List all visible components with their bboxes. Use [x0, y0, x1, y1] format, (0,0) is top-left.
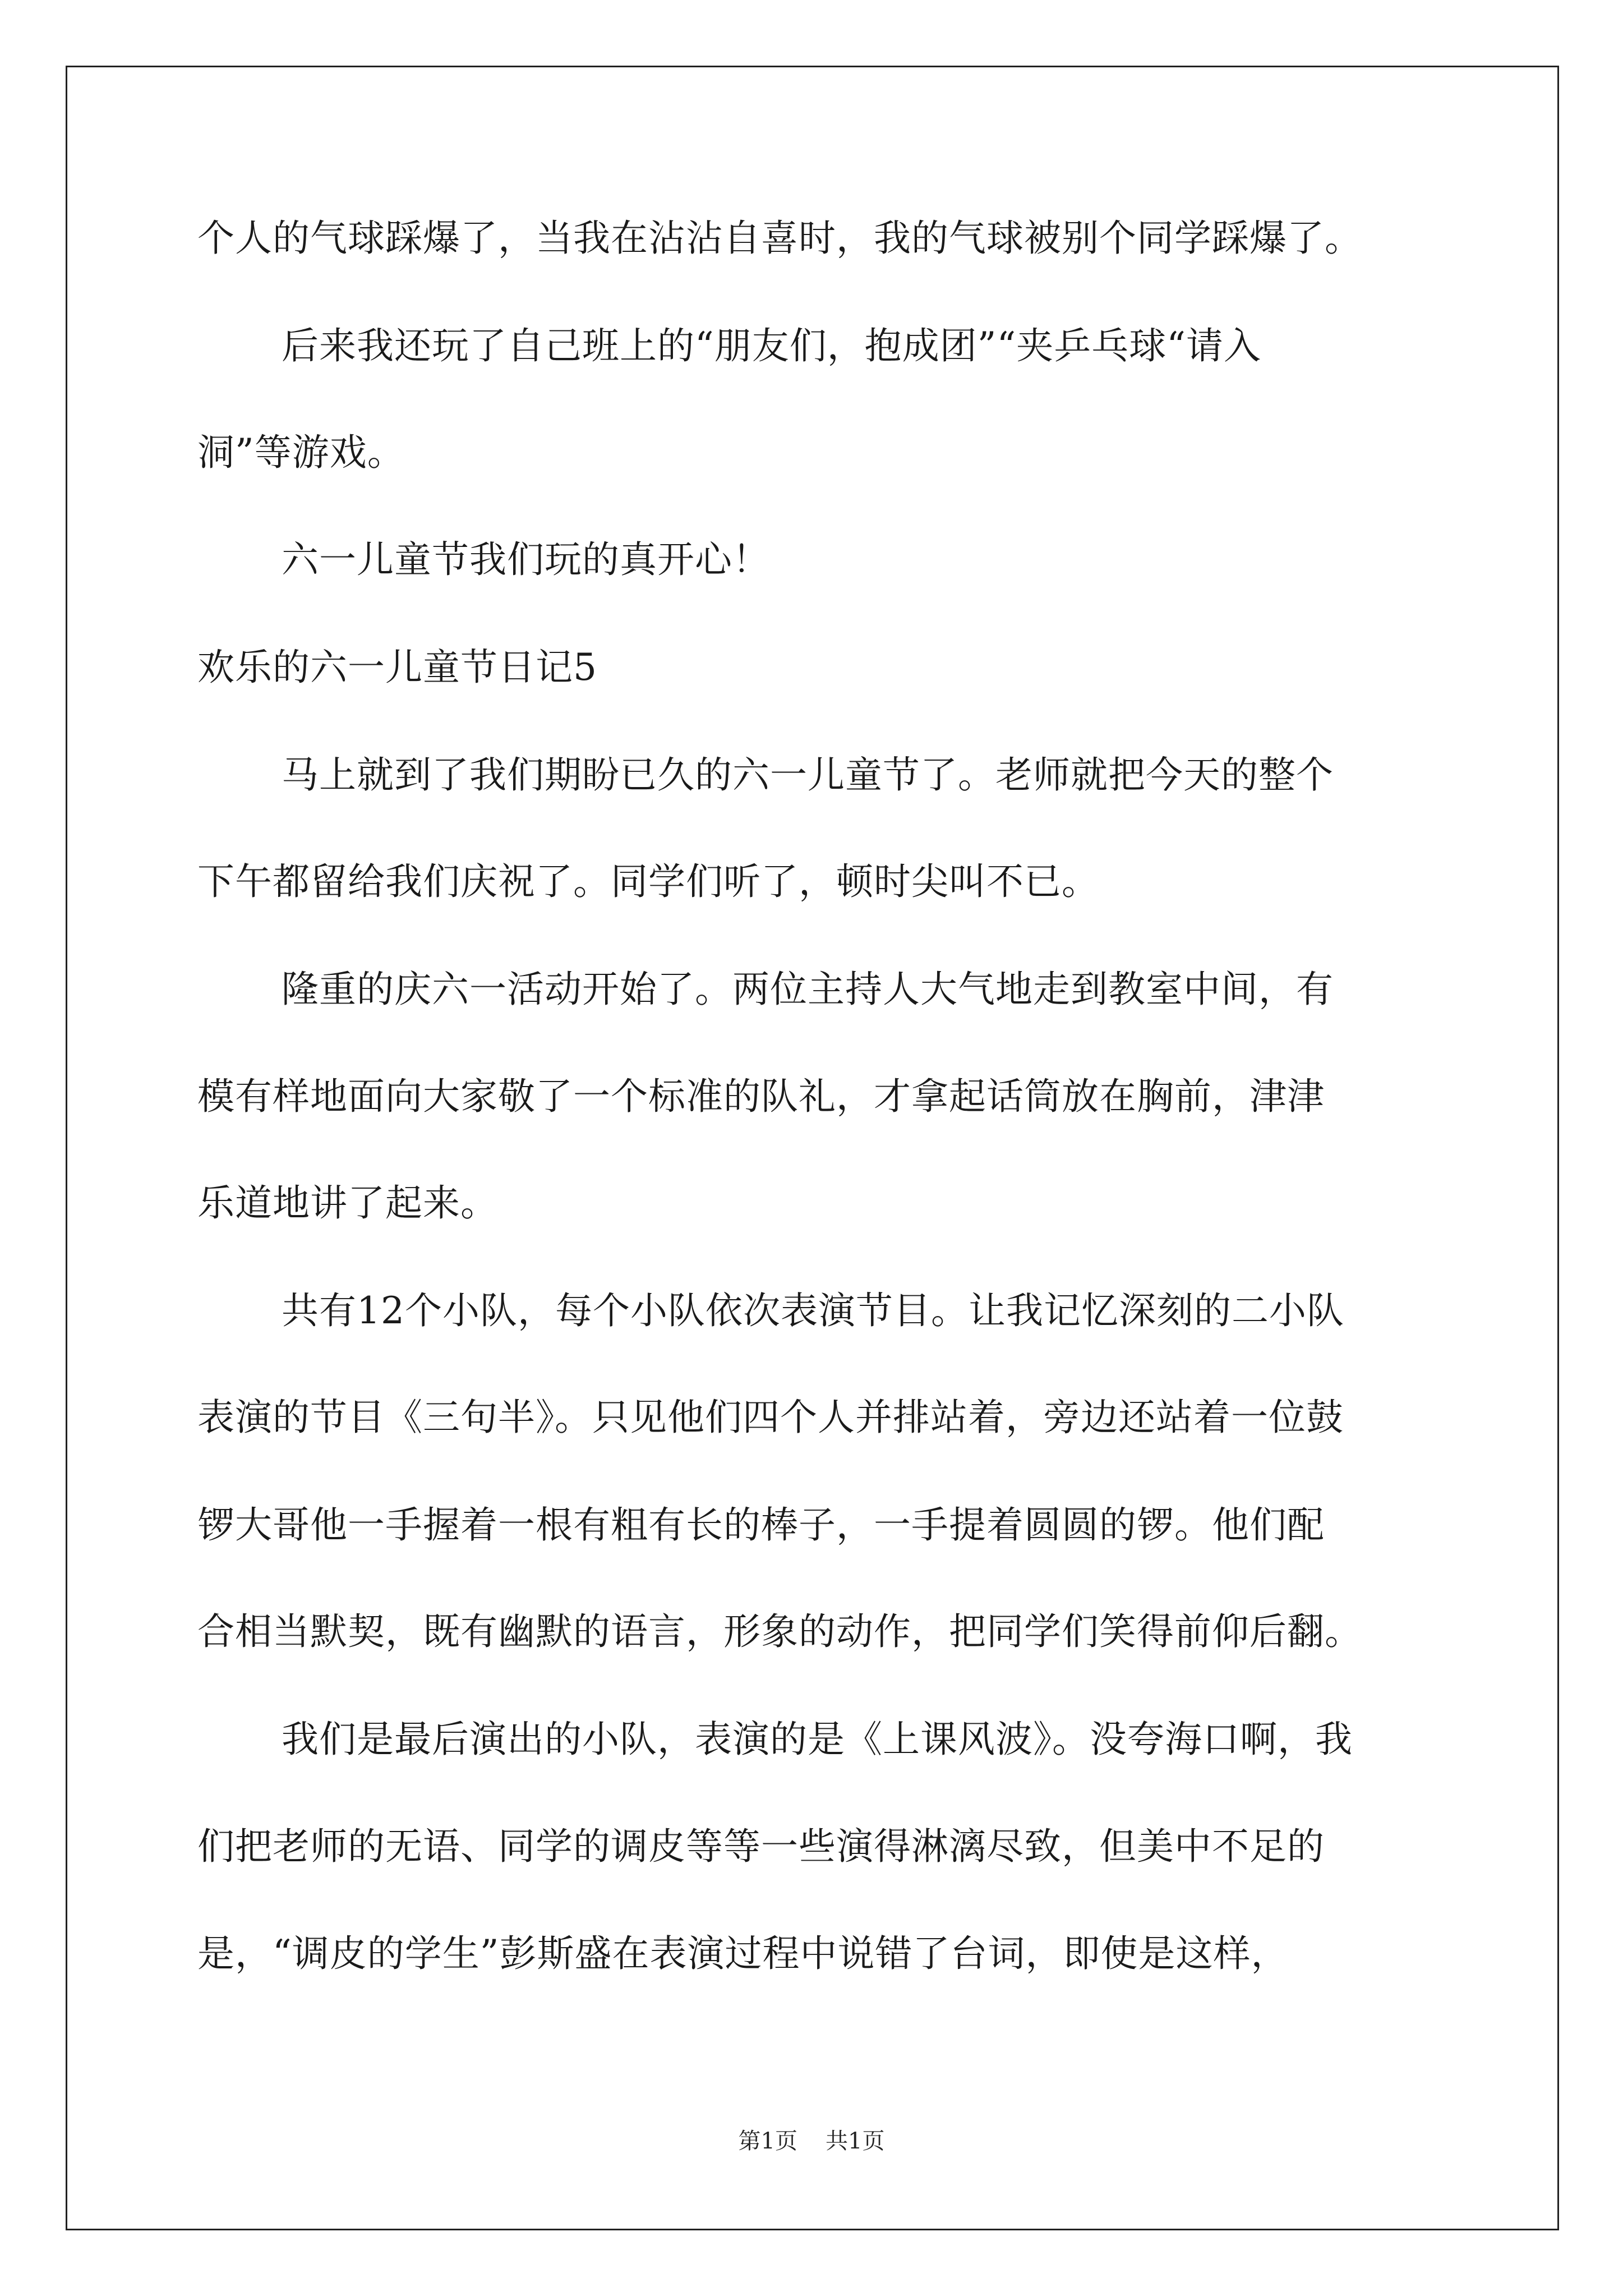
section-title: 欢乐的六一儿童节日记5	[197, 646, 597, 689]
paragraph-line: 共有12个小队，每个小队依次表演节目。让我记忆深刻的二小队	[282, 1289, 1344, 1332]
paragraph-line: 个人的气球踩爆了，当我在沾沾自喜时，我的气球被别个同学踩爆了。	[197, 217, 1362, 260]
paragraph-line: 马上就到了我们期盼已久的六一儿童节了。老师就把今天的整个	[282, 753, 1334, 797]
paragraph-line: 洞”等游戏。	[197, 431, 405, 474]
paragraph-line: 我们是最后演出的小队，表演的是《上课风波》。没夸海口啊，我	[282, 1718, 1353, 1761]
page-footer	[0, 2127, 1623, 2155]
paragraph-line: 隆重的庆六一活动开始了。两位主持人大气地走到教室中间，有	[282, 968, 1334, 1011]
paragraph-line: 六一儿童节我们玩的真开心！	[282, 538, 770, 581]
paragraph-line: 下午都留给我们庆祝了。同学们听了，顿时尖叫不已。	[197, 860, 1099, 903]
paragraph-line: 模有样地面向大家敬了一个标准的队礼，才拿起话筒放在胸前，津津	[197, 1075, 1325, 1118]
page-border	[66, 66, 1559, 2230]
page-number: 第1页	[738, 2128, 797, 2154]
paragraph-line: 锣大哥他一手握着一根有粗有长的棒子，一手提着圆圆的锣。他们配	[197, 1503, 1325, 1547]
page-total: 共1页	[826, 2128, 885, 2154]
paragraph-line: 们把老师的无语、同学的调皮等等一些演得淋漓尽致，但美中不足的	[197, 1825, 1325, 1868]
paragraph-line: 是，“调皮的学生”彭斯盛在表演过程中说错了台词，即使是这样，	[197, 1932, 1289, 1975]
paragraph-line: 乐道地讲了起来。	[197, 1181, 498, 1225]
paragraph-line: 合相当默契，既有幽默的语言，形象的动作，把同学们笑得前仰后翻。	[197, 1610, 1362, 1653]
paragraph-line: 表演的节目《三句半》。只见他们四个人并排站着，旁边还站着一位鼓	[197, 1396, 1344, 1439]
paragraph-line: 后来我还玩了自己班上的“朋友们，抱成团”“夹乒乓球“请入	[282, 324, 1261, 367]
